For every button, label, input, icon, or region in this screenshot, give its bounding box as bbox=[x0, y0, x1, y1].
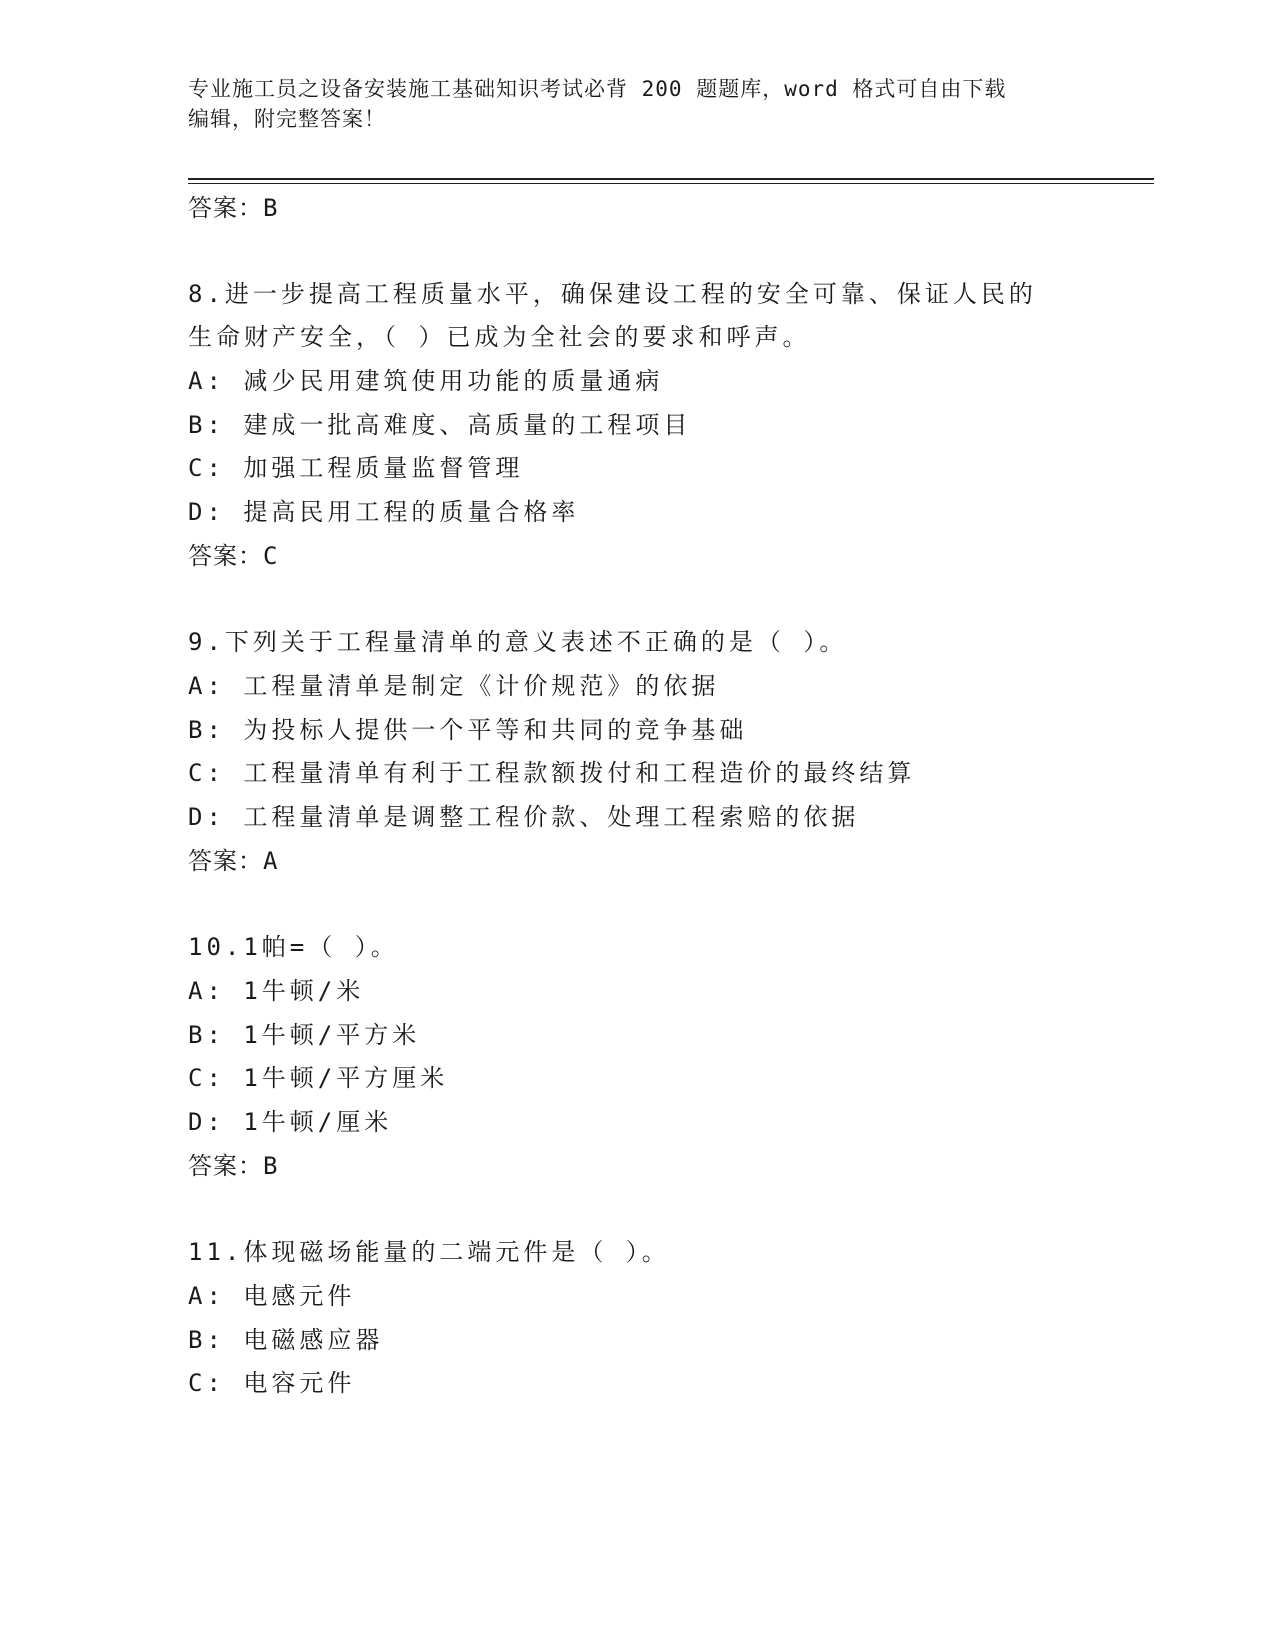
question-9-option-a: A: 工程量清单是制定《计价规范》的依据 bbox=[188, 672, 720, 700]
question-9-option-c: C: 工程量清单有利于工程款额拨付和工程造价的最终结算 bbox=[188, 759, 916, 787]
question-10-option-d: D: 1牛顿/厘米 bbox=[188, 1108, 393, 1136]
question-9-stem: 9.下列关于工程量清单的意义表述不正确的是（ ）。 bbox=[188, 628, 848, 656]
question-10-answer: 答案：B bbox=[188, 1152, 279, 1180]
header-line-2: 编辑，附完整答案！ bbox=[188, 107, 386, 131]
question-8-stem-line-2: 生命财产安全，（ ）已成为全社会的要求和呼声。 bbox=[188, 323, 811, 351]
question-11-option-b: B: 电磁感应器 bbox=[188, 1326, 384, 1354]
header-line-1: 专业施工员之设备安装施工基础知识考试必背 200 题题库，word 格式可自由下载 bbox=[188, 77, 1007, 101]
question-9-option-d: D: 工程量清单是调整工程价款、处理工程索赔的依据 bbox=[188, 803, 860, 831]
question-10-option-a: A: 1牛顿/米 bbox=[188, 977, 365, 1005]
document-header bbox=[188, 74, 1088, 134]
question-9-answer: 答案：A bbox=[188, 847, 279, 875]
question-10-option-c: C: 1牛顿/平方厘米 bbox=[188, 1064, 449, 1092]
question-11-option-c: C: 电容元件 bbox=[188, 1369, 356, 1397]
question-8-option-b: B: 建成一批高难度、高质量的工程项目 bbox=[188, 411, 692, 439]
question-8-stem-line-1: 8.进一步提高工程质量水平，确保建设工程的安全可靠、保证人民的 bbox=[188, 280, 1037, 308]
question-10-option-b: B: 1牛顿/平方米 bbox=[188, 1021, 421, 1049]
header-divider-thin bbox=[188, 183, 1154, 184]
question-10-stem: 10.1帕=（ ）。 bbox=[188, 933, 399, 961]
question-11-option-a: A: 电感元件 bbox=[188, 1282, 356, 1310]
question-8-option-d: D: 提高民用工程的质量合格率 bbox=[188, 498, 580, 526]
question-9-option-b: B: 为投标人提供一个平等和共同的竞争基础 bbox=[188, 716, 748, 744]
question-8-answer: 答案：C bbox=[188, 542, 279, 570]
question-8-option-c: C: 加强工程质量监督管理 bbox=[188, 454, 524, 482]
question-8-option-a: A: 减少民用建筑使用功能的质量通病 bbox=[188, 367, 664, 395]
header-divider bbox=[188, 178, 1154, 180]
question-11-stem: 11.体现磁场能量的二端元件是（ ）。 bbox=[188, 1238, 670, 1266]
previous-answer: 答案：B bbox=[188, 194, 279, 222]
